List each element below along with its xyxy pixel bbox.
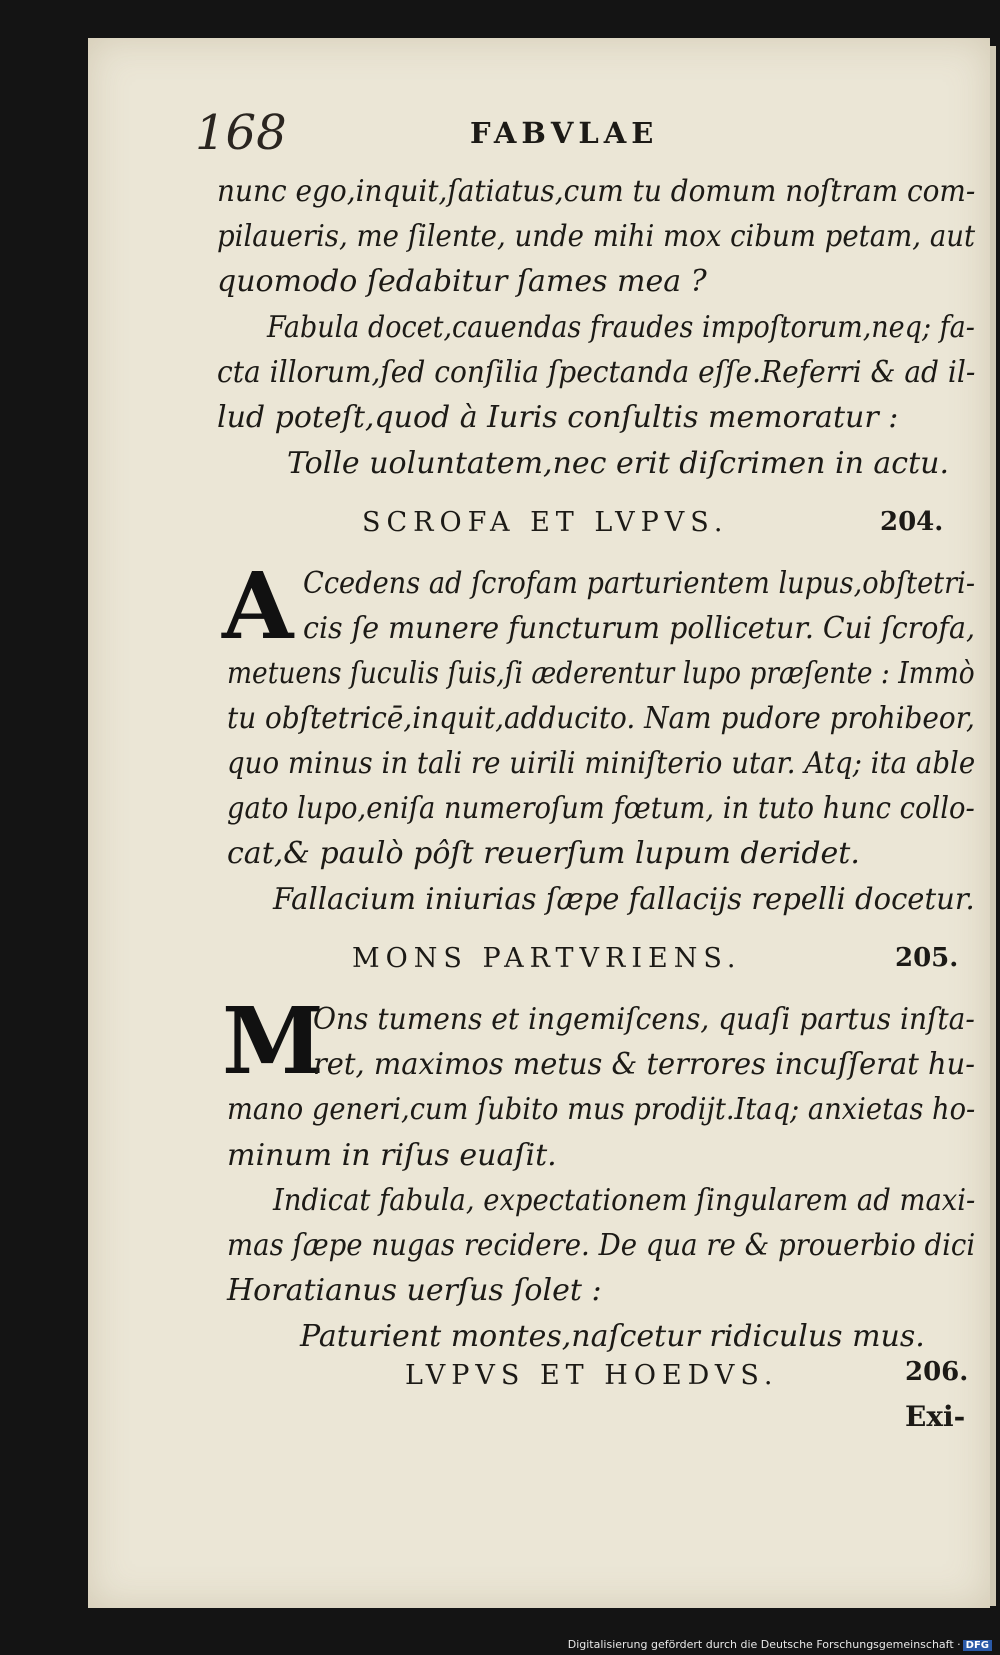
fable-205-number: 205. [895, 943, 959, 973]
fable-205-dropcap: M [222, 987, 324, 1095]
page-edge [990, 46, 996, 1606]
digitization-credit [568, 1638, 992, 1651]
text-line: Ccedens ad ſcrofam parturientem lupus,obſtetri- [303, 566, 976, 601]
text-line: Indicat fabula, expectationem ſingularem ad maxi- [273, 1183, 976, 1218]
text-line: tu obſtetricē,inquit,adducito. Nam pudore prohibeor, [227, 701, 975, 736]
text-line: metuens ſuculis ſuis,ſi æderentur lupo præſente : Immò [227, 656, 975, 691]
text-line: Fallacium iniurias ſæpe fallacijs repelli docetur. [273, 882, 975, 917]
text-line: cat,& paulò pôſt reuerſum lupum deridet. [227, 836, 860, 871]
text-line: minum in riſus euaſit. [227, 1138, 557, 1173]
dfg-logo: DFG [963, 1640, 992, 1651]
fable-204-title: SCROFA ET LVPVS. [362, 507, 729, 538]
text-line: pilaueris, me ſilente, unde mihi mox cibum petam, aut [217, 219, 976, 254]
text-line: quo minus in tali re uirili miniſterio utar. Atq; ita able [227, 746, 976, 781]
text-line: lud poteſt,quod à Iuris conſultis memoratur : [217, 400, 899, 435]
text-line: cta illorum,ſed conſilia ſpectanda eſſe.Referri & ad il- [217, 355, 976, 390]
fable-206-title: LVPVS ET HOEDVS. [405, 1360, 779, 1391]
text-line: nunc ego,inquit,ſatiatus,cum tu domum noſtram com- [217, 174, 976, 209]
text-line: quomodo ſedabitur ſames mea ? [217, 264, 707, 299]
fable-204-number: 204. [880, 507, 944, 537]
page-number: 168 [195, 105, 287, 161]
text-line: Fabula docet,cauendas fraudes impoſtorum,neq; fa- [267, 310, 975, 345]
fable-204-dropcap: A [222, 552, 294, 660]
fable-206-number: 206. [905, 1357, 969, 1387]
fable-205-title: MONS PARTVRIENS. [352, 943, 742, 974]
catchword: Exi- [905, 1400, 966, 1433]
text-line: Horatianus uerſus ſolet : [227, 1273, 602, 1308]
credit-text: Digitalisierung gefördert durch die Deutsche Forschungsgemeinschaft · [567, 1638, 961, 1651]
text-line: cis ſe munere functurum pollicetur. Cui ſcrofa, [303, 611, 975, 646]
text-line: ret, maximos metus & terrores incuſſerat hu- [313, 1047, 976, 1082]
text-line: gato lupo,eniſa numeroſum fœtum, in tuto hunc collo- [227, 791, 975, 826]
running-title: FABVLAE [470, 116, 659, 150]
text-line: mas ſæpe nugas recidere. De qua re & prouerbio dici [227, 1228, 976, 1263]
text-line: Paturient montes,naſcetur ridiculus mus. [300, 1319, 925, 1354]
text-line: mano generi,cum ſubito mus prodijt.Itaq; anxietas ho- [227, 1092, 976, 1127]
text-line: Tolle uoluntatem,nec erit diſcrimen in actu. [287, 446, 950, 481]
text-line: Ons tumens et ingemiſcens, quaſi partus inſta- [313, 1002, 975, 1037]
